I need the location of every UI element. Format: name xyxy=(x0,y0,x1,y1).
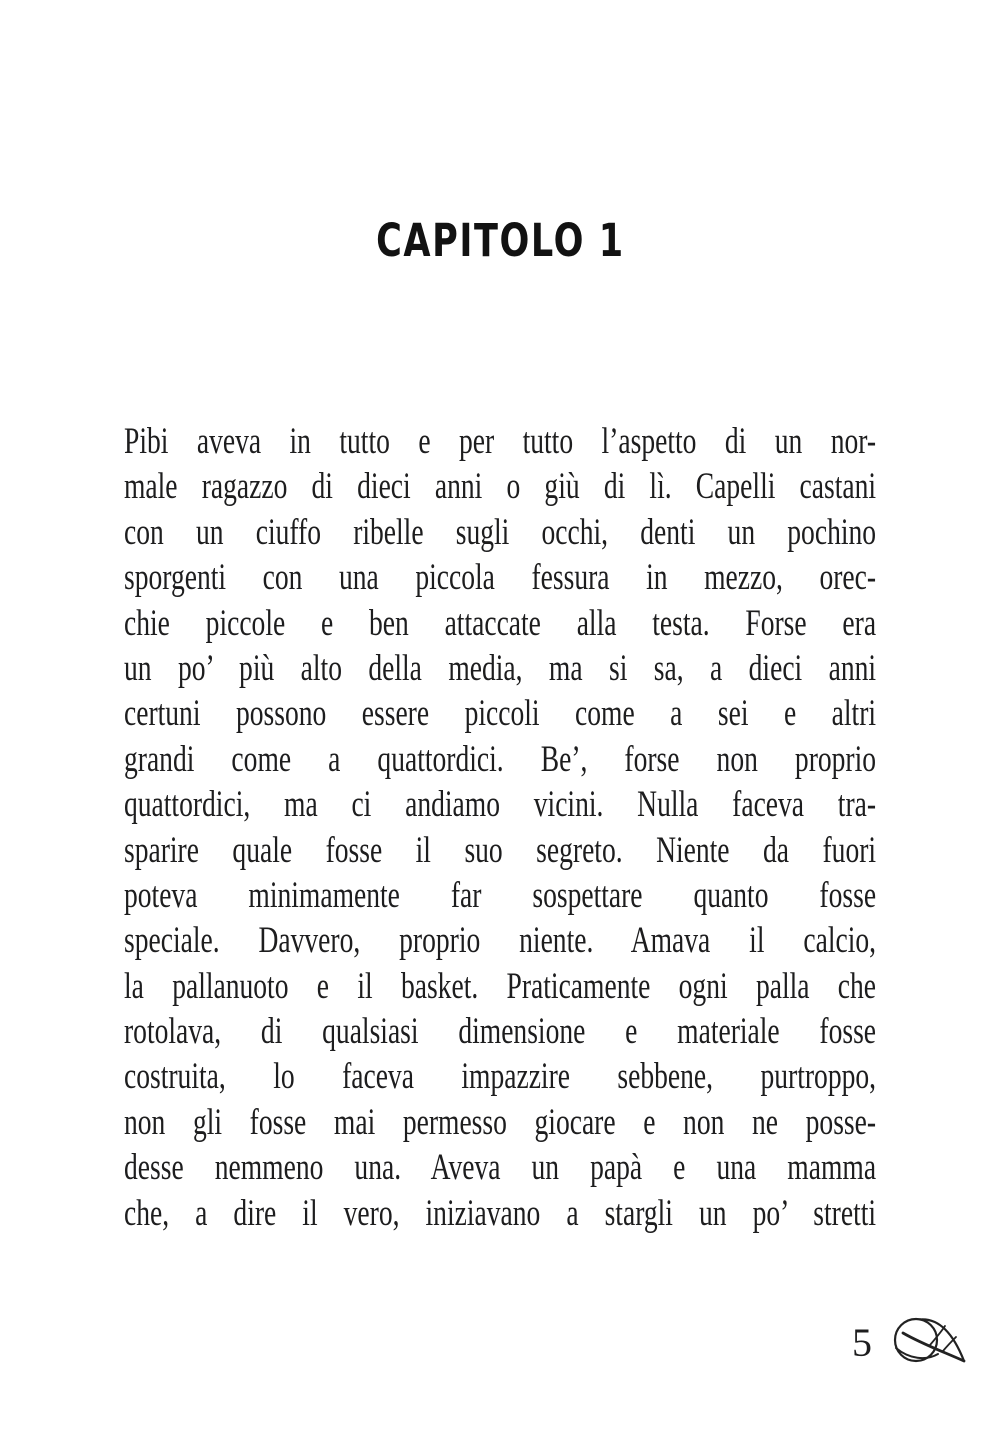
leaf-quill-icon xyxy=(890,1314,970,1372)
text-line: con un ciuffo ribelle sugli occhi, denti un pochino xyxy=(124,511,877,553)
text-line: male ragazzo di dieci anni o giù di lì. Capelli castani xyxy=(124,466,877,508)
text-line: la pallanuoto e il basket. Praticamente ogni palla che xyxy=(124,965,877,1007)
text-line: quattordici, ma ci andiamo vicini. Nulla faceva tra- xyxy=(124,784,877,826)
text-line: che, a dire il vero, iniziavano a stargli un po’ stretti xyxy=(124,1192,877,1234)
text-line: grandi come a quattordici. Be’, forse non proprio xyxy=(124,738,877,780)
page-number: 5 xyxy=(852,1320,872,1365)
chapter-heading xyxy=(0,214,1000,267)
body-text xyxy=(124,419,876,1236)
text-line: certuni possono essere piccoli come a sei e altri xyxy=(124,693,877,735)
text-line: poteva minimamente far sospettare quanto fosse xyxy=(124,874,877,916)
text-line: un po’ più alto della media, ma si sa, a dieci anni xyxy=(124,647,877,689)
chapter-heading-text: CAPITOLO 1 xyxy=(375,214,625,267)
text-line: desse nemmeno una. Aveva un papà e una mamma xyxy=(124,1147,877,1189)
text-line: non gli fosse mai permesso giocare e non ne posse- xyxy=(124,1101,877,1143)
text-line: speciale. Davvero, proprio niente. Amava il calcio, xyxy=(124,920,877,962)
text-line: Pibi aveva in tutto e per tutto l’aspetto di un nor- xyxy=(124,421,877,462)
text-line: costruita, lo faceva impazzire sebbene, purtroppo, xyxy=(124,1056,877,1098)
text-line: sparire quale fosse il suo segreto. Niente da fuori xyxy=(124,829,877,871)
text-line: rotolava, di qualsiasi dimensione e materiale fosse xyxy=(124,1011,877,1053)
text-line: chie piccole e ben attaccate alla testa. Forse era xyxy=(124,602,877,644)
text-line: sporgenti con una piccola fessura in mezzo, orec- xyxy=(124,557,877,599)
